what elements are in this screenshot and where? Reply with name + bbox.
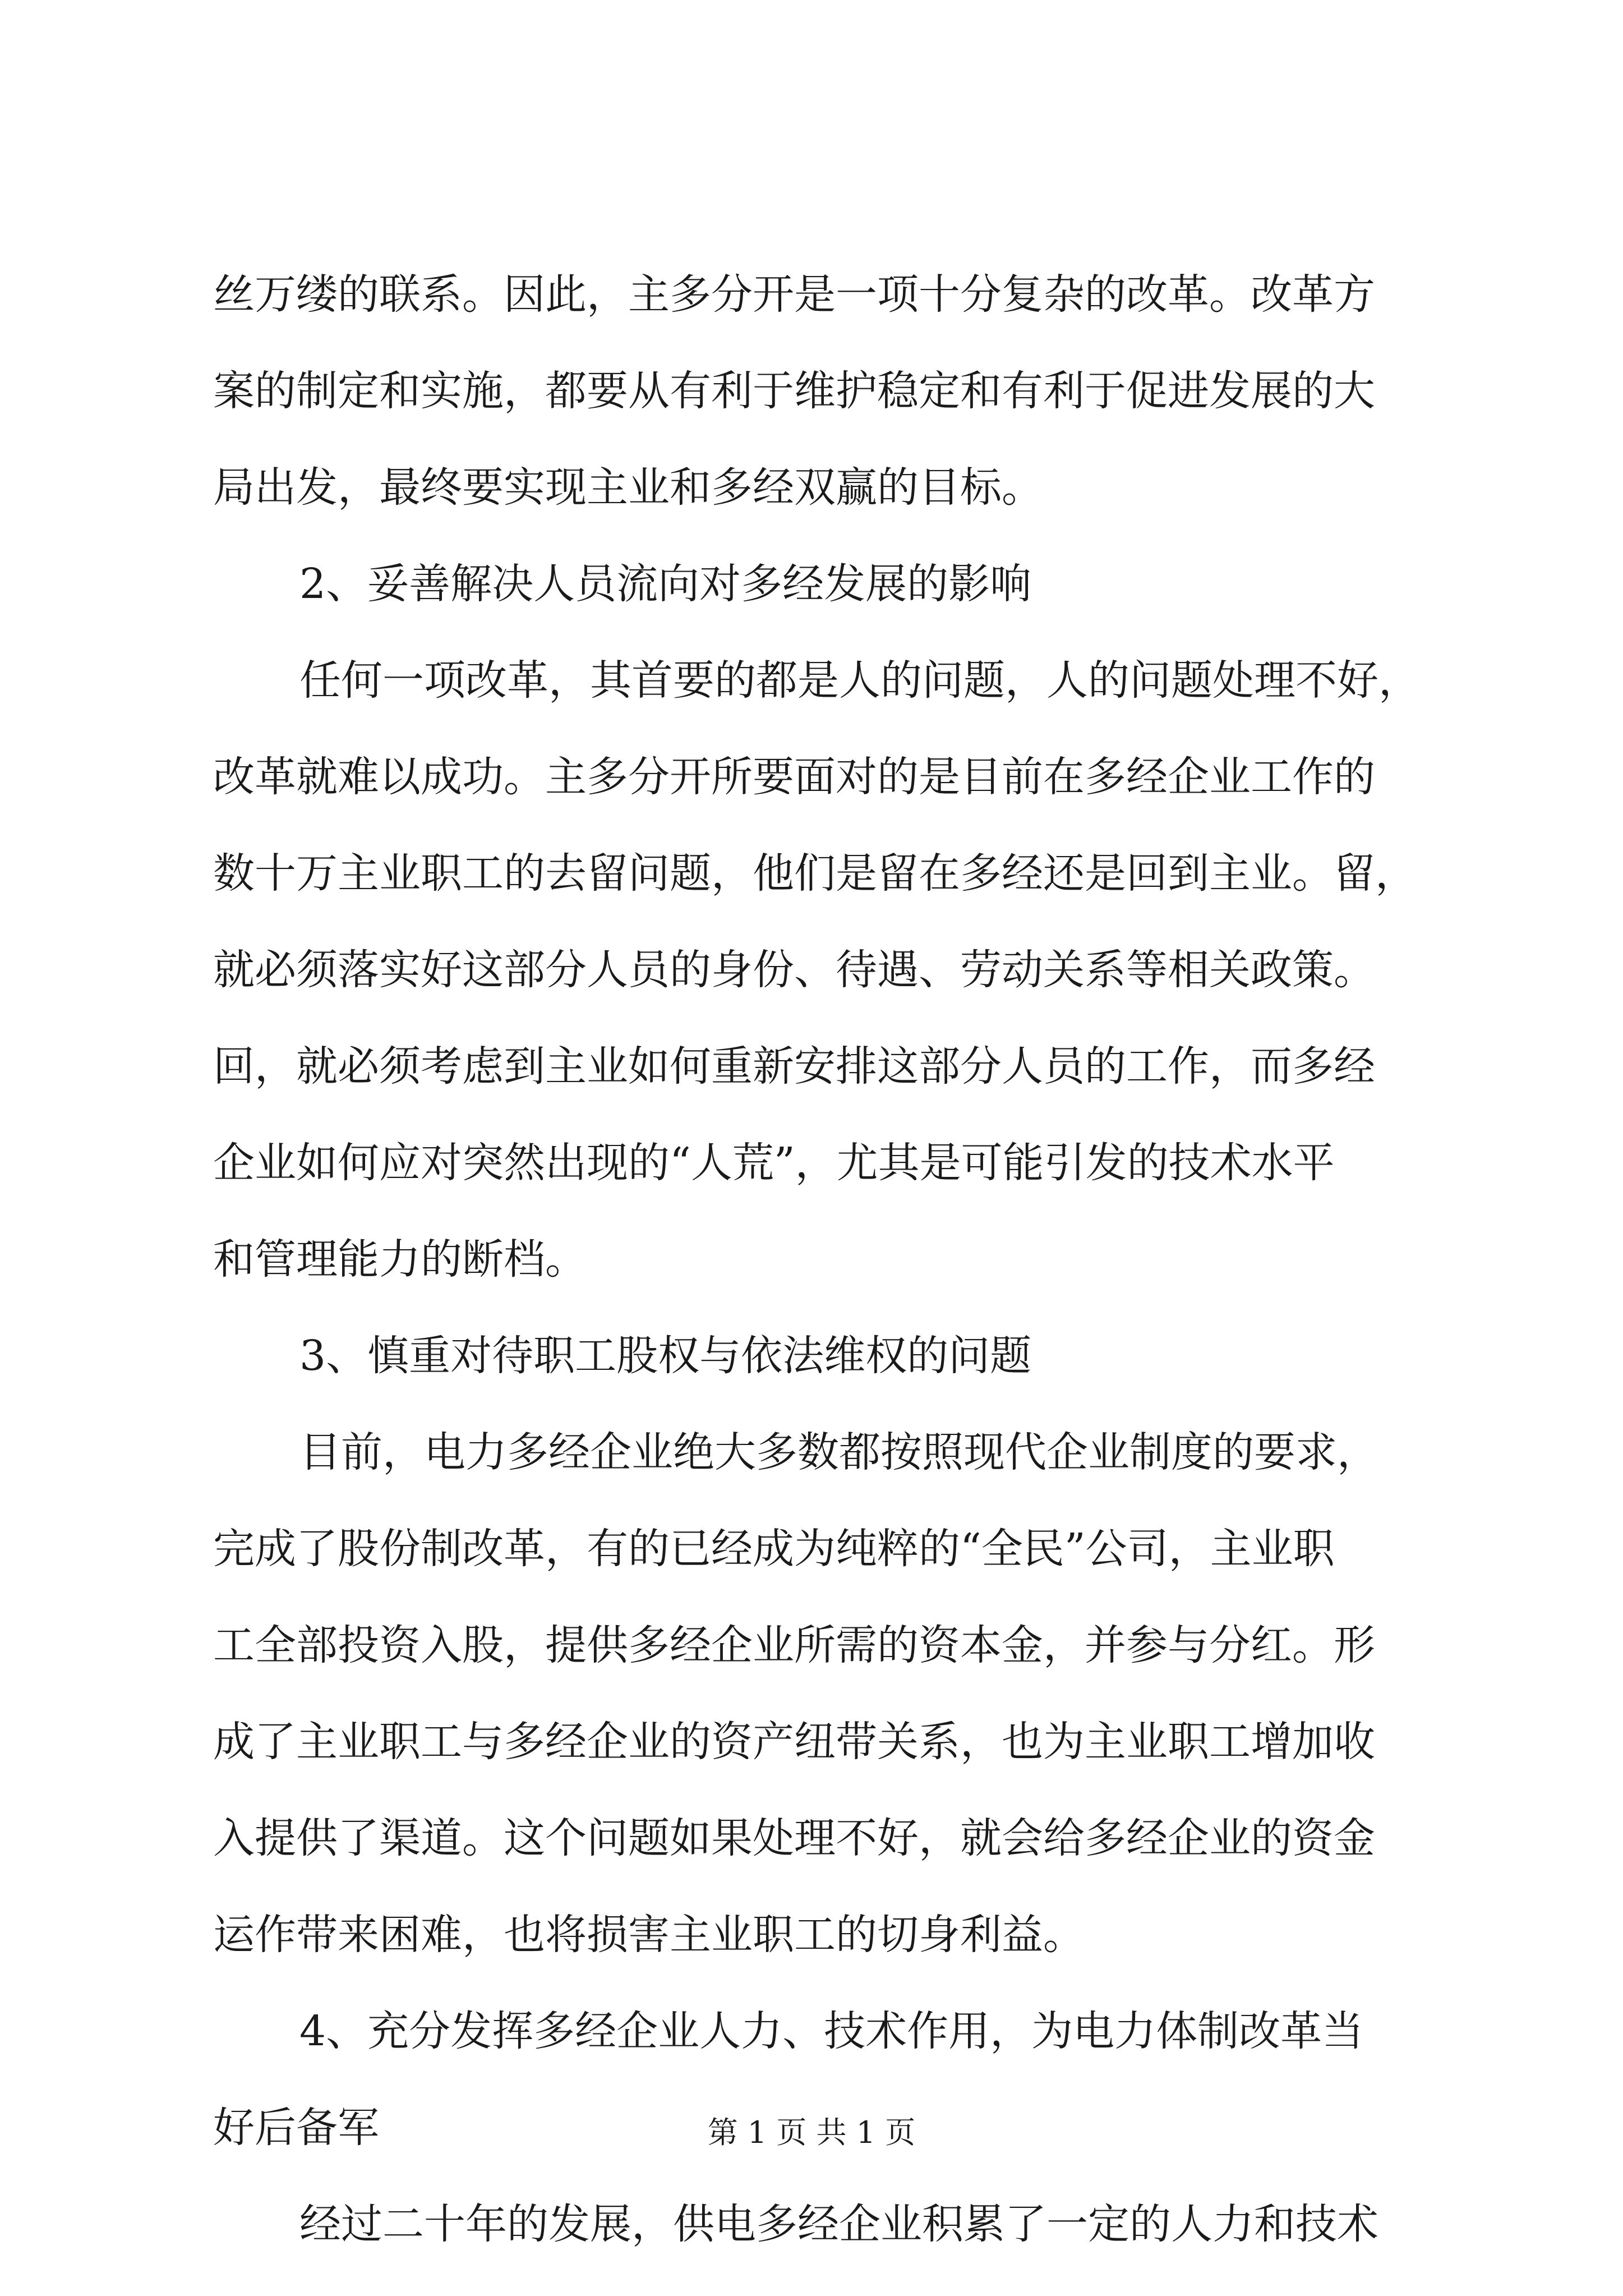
text-line: 运作带来困难，也将损害主业职工的切身利益。 <box>213 1911 1085 1959</box>
text-line: 和管理能力的断档。 <box>213 1235 587 1283</box>
text-line: 经过二十年的发展，供电多经企业积累了一定的人力和技术 <box>299 2200 1378 2248</box>
section-heading: 2、妥善解决人员流向对多经发展的影响 <box>299 560 1032 608</box>
text-line: 就必须落实好这部分人员的身份、待遇、劳动关系等相关政策。 <box>213 946 1375 994</box>
section-heading: 4、充分发挥多经企业人力、技术作用，为电力体制改革当 <box>299 2007 1364 2055</box>
text-line: 回，就必须考虑到主业如何重新安排这部分人员的工作，而多经 <box>213 1042 1375 1091</box>
text-line: 案的制定和实施，都要从有利于维护稳定和有利于促进发展的大 <box>213 367 1375 415</box>
text-line: 改革就难以成功。主多分开所要面对的是目前在多经企业工作的 <box>213 753 1375 801</box>
section-heading: 3、慎重对待职工股权与依法维权的问题 <box>299 1332 1032 1380</box>
text-line: 任何一项改革，其首要的都是人的问题，人的问题处理不好， <box>299 656 1420 705</box>
section-heading-continued: 好后备军 <box>213 2104 379 2152</box>
text-line: 完成了股份制改革，有的已经成为纯粹的“全民”公司，主业职 <box>213 1525 1335 1573</box>
text-line: 成了主业职工与多经企业的资产纽带关系，也为主业职工增加收 <box>213 1718 1375 1766</box>
page-footer <box>0 2110 1623 2155</box>
text-line: 数十万主业职工的去留问题，他们是留在多经还是回到主业。留， <box>213 849 1417 898</box>
text-line: 目前，电力多经企业绝大多数都按照现代企业制度的要求， <box>299 1428 1378 1476</box>
text-line: 企业如何应对突然出现的“人荒”，尤其是可能引发的技术水平 <box>213 1139 1335 1187</box>
page-number: 第 1 页 共 1 页 <box>707 2115 916 2150</box>
text-line: 丝万缕的联系。因此，主多分开是一项十分复杂的改革。改革方 <box>213 270 1375 319</box>
text-line: 局出发，最终要实现主业和多经双赢的目标。 <box>213 463 1043 512</box>
text-line: 工全部投资入股，提供多经企业所需的资本金，并参与分红。形 <box>213 1621 1375 1669</box>
text-line: 入提供了渠道。这个问题如果处理不好，就会给多经企业的资金 <box>213 1814 1375 1862</box>
